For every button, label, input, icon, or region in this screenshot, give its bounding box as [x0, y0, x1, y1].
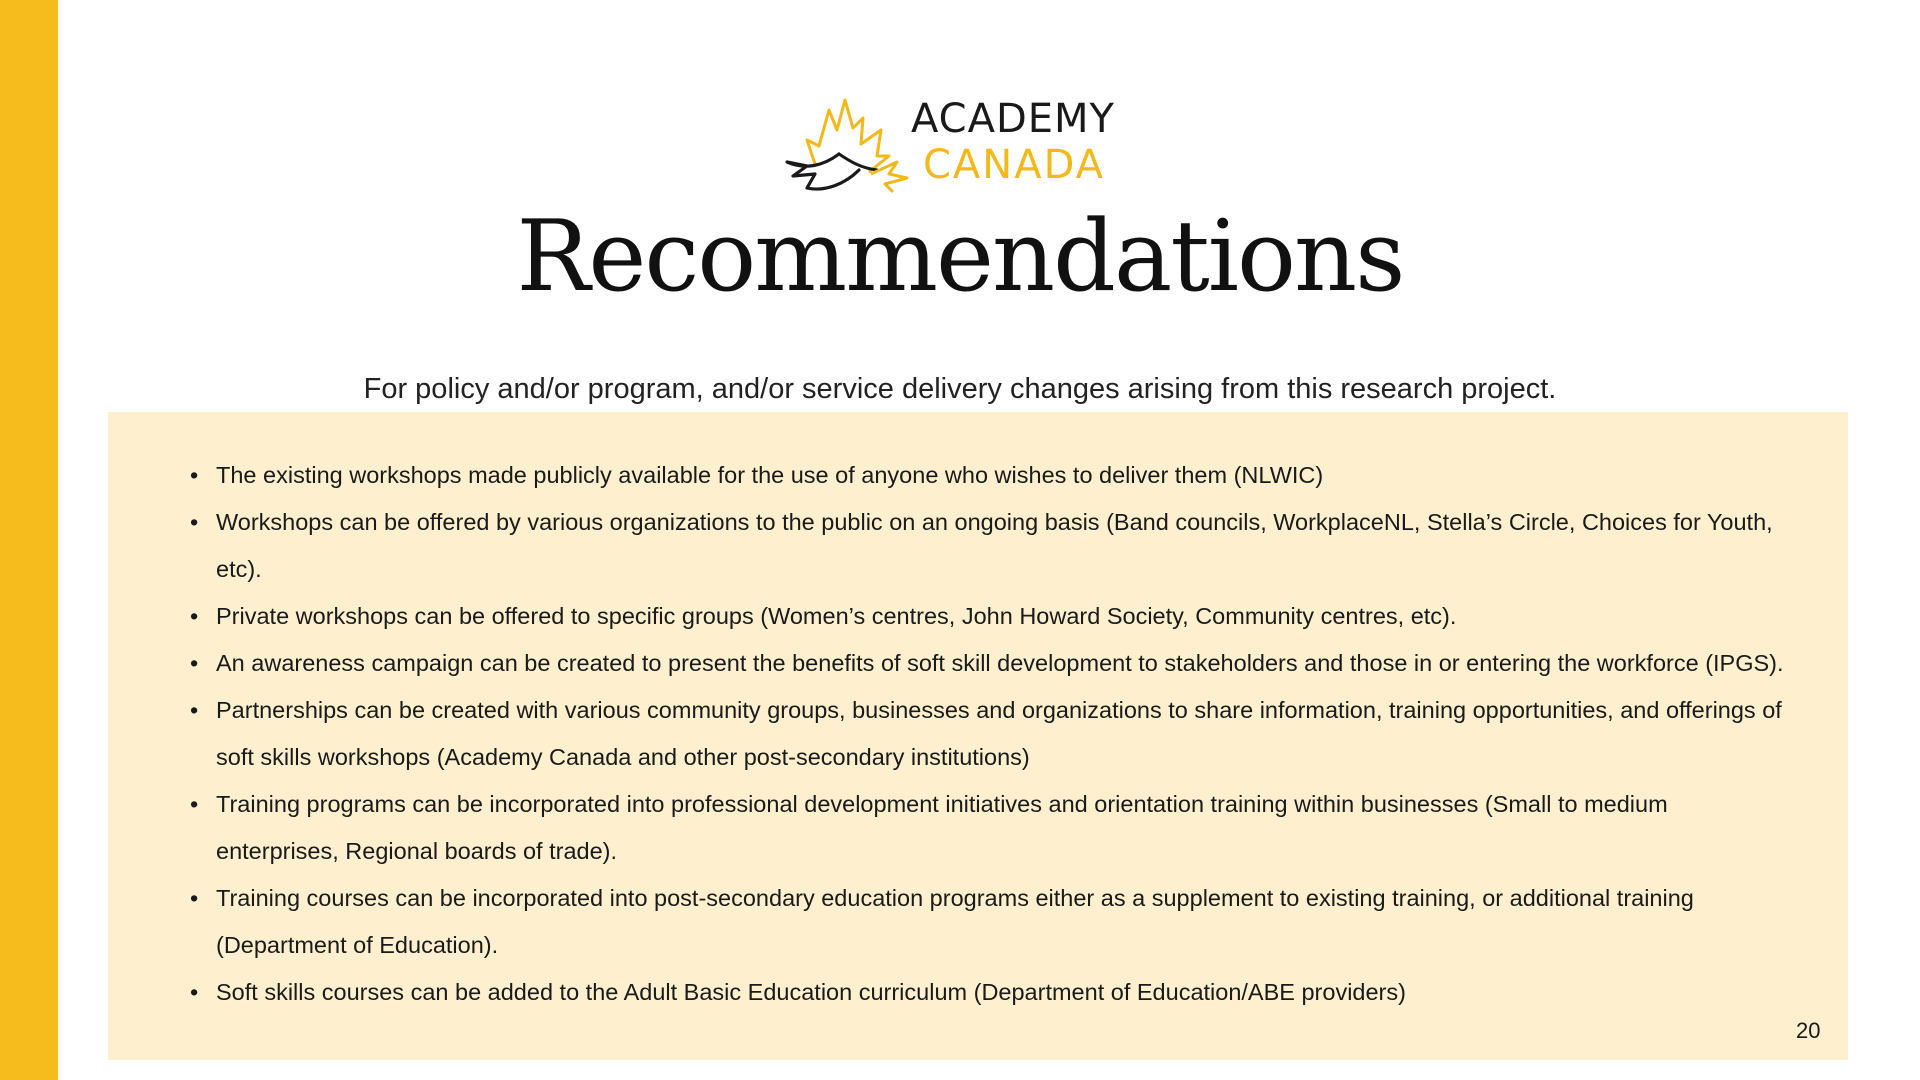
bullet-marker: • — [190, 650, 199, 676]
bullet-marker: • — [190, 979, 199, 1005]
page-title: Recommendations — [516, 200, 1404, 314]
page-subtitle: For policy and/or program, and/or service delivery changes arising from this research project. — [363, 373, 1557, 405]
list-item — [190, 640, 1790, 687]
list-item — [190, 875, 1790, 969]
recommendation-text: Partnerships can be created with various community groups, businesses and organizations to share information, training opportunities, and offerings of soft skills workshops (Academy Canada and other post-secondary institutions) — [216, 697, 1782, 770]
academy-canada-logo — [785, 92, 1155, 197]
bullet-marker: • — [190, 603, 199, 629]
list-item — [190, 452, 1790, 499]
recommendation-text: Workshops can be offered by various organizations to the public on an ongoing basis (Band councils, WorkplaceNL, Stella’s Circle, Choices for Youth, etc). — [216, 509, 1773, 582]
list-item — [190, 781, 1790, 875]
list-item — [190, 593, 1790, 640]
recommendations-list — [190, 452, 1790, 1016]
recommendation-text: The existing workshops made publicly available for the use of anyone who wishes to deliver them (NLWIC) — [216, 462, 1324, 488]
recommendation-text: Soft skills courses can be added to the Adult Basic Education curriculum (Department of Education/ABE providers) — [216, 979, 1406, 1005]
bullet-marker: • — [190, 697, 199, 723]
list-item — [190, 969, 1790, 1016]
bullet-marker: • — [190, 462, 199, 488]
bullet-marker: • — [190, 791, 199, 817]
recommendation-text: An awareness campaign can be created to present the benefits of soft skill development to stakeholders and those in or entering the workforce (IPGS). — [216, 650, 1784, 676]
page-number: 20 — [1796, 1018, 1821, 1043]
list-item — [190, 687, 1790, 781]
recommendation-text: Private workshops can be offered to specific groups (Women’s centres, John Howard Society, Community centres, etc). — [216, 603, 1457, 629]
accent-bar — [0, 0, 58, 1080]
recommendation-text: Training courses can be incorporated into post-secondary education programs either as a supplement to existing training, or additional training (Department of Education). — [216, 885, 1694, 958]
logo-line-academy: ACADEMY — [911, 96, 1115, 142]
bullet-marker: • — [190, 509, 199, 535]
list-item — [190, 499, 1790, 593]
logo-line-canada: CANADA — [923, 142, 1106, 188]
maple-leaf-icon — [785, 92, 910, 197]
bullet-marker: • — [190, 885, 199, 911]
recommendation-text: Training programs can be incorporated into professional development initiatives and orientation training within businesses (Small to medium enterprises, Regional boards of trade). — [216, 791, 1668, 864]
